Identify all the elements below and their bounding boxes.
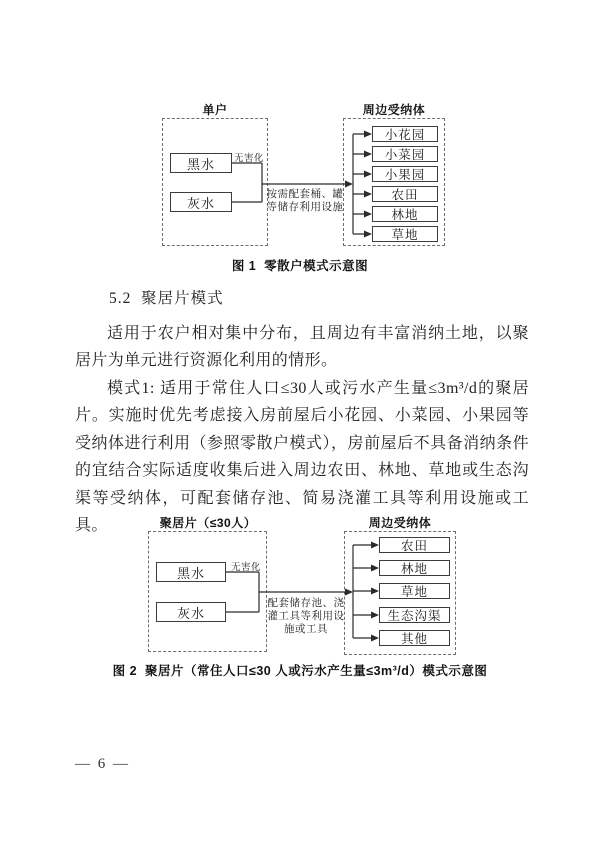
figure1-source-group-title: 单户: [202, 103, 228, 117]
figure2-source-group-title: 聚居片（≤30人）: [159, 516, 257, 530]
figure1-receptor-grassland: 草地: [372, 226, 438, 242]
figure2-receptor-farmland: 农田: [379, 537, 450, 553]
figure2-connector-label: [264, 597, 348, 636]
figure2-receptor-eco-ditch: 生态沟渠: [379, 607, 450, 623]
figure1-source-greywater: 灰水: [170, 192, 232, 212]
figure2-treatment-label: 无害化: [231, 562, 262, 573]
figure2-connector-label-line1: 配套储存池、浇: [267, 597, 345, 609]
section-paragraph-2: 模式1: 适用于常住人口≤30人或污水产生量≤3m³/d的聚居片。实施时优先考虑接入房前屋后小花园、小菜园、小果园等受纳体进行利用（参照零散户模式），房前屋后不具备消纳条件的宜结合实际适度收集后进入周边农田、林地、草地或生态沟渠等受纳体，可配套储存池、简易浇灌工具等利用设施或工具。: [75, 379, 529, 534]
figure2-source-blackwater: 黑水: [156, 562, 226, 582]
figure2-caption: 图 2 聚居片（常住人口≤30 人或污水产生量≤3m³/d）模式示意图: [112, 664, 488, 678]
figure2-connector-label-line2: 灌工具等利用设: [267, 610, 345, 622]
figure2-receptor-grassland: 草地: [379, 583, 450, 599]
figure2-receptor-other: 其他: [379, 630, 450, 646]
figure2-source-greywater: 灰水: [156, 602, 226, 622]
figure1-connector-label-line1: 按需配套桶、罐: [266, 188, 344, 200]
figure2-receptor-group-title: 周边受纳体: [368, 516, 432, 530]
section-paragraph-1: 适用于农户相对集中分布，且周边有丰富消纳土地，以聚居片为单元进行资源化利用的情形。: [75, 324, 529, 369]
figure2-connector-label-line3: 施或工具: [284, 623, 328, 635]
figure1-receptor-orchard: 小果园: [372, 166, 438, 182]
figure1-connector-label-line2: 等储存利用设施: [266, 201, 344, 213]
figure1-receptor-group-title: 周边受纳体: [362, 103, 426, 117]
figure1-receptor-farmland: 农田: [372, 186, 438, 202]
figure1-source-blackwater: 黑水: [170, 153, 232, 173]
figure1-receptor-vegetable-garden: 小菜园: [372, 146, 438, 162]
figure1-receptor-garden: 小花园: [372, 126, 438, 142]
figure1-caption: 图 1 零散户模式示意图: [231, 259, 369, 273]
figure1-connector-label: [266, 188, 344, 214]
section-text: [75, 285, 529, 540]
figure2-receptor-forest: 林地: [379, 560, 450, 576]
section-heading: 5.2 聚居片模式: [109, 290, 224, 307]
page-number: — 6 —: [75, 756, 130, 772]
figure1-treatment-label: 无害化: [234, 153, 265, 164]
figure1-receptor-forest: 林地: [372, 206, 438, 222]
